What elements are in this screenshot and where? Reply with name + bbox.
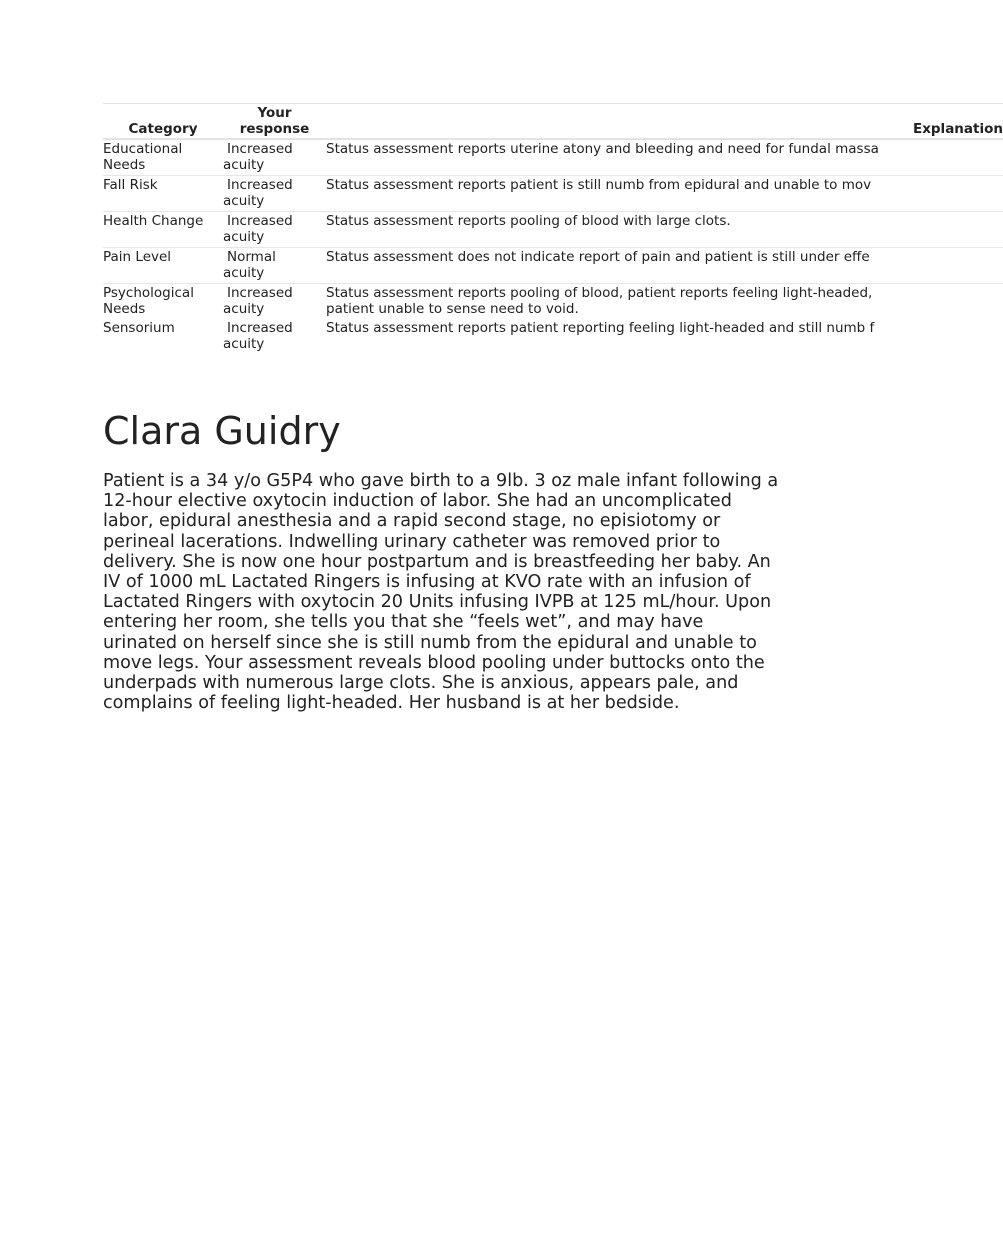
table-row bbox=[103, 248, 1003, 284]
response-value-suffix: acuity bbox=[223, 193, 265, 209]
response-cell bbox=[223, 176, 326, 212]
table-row bbox=[103, 212, 1003, 248]
acuity-table-body bbox=[103, 139, 1003, 354]
header-category: Category bbox=[128, 121, 198, 137]
response-value: Increased bbox=[227, 141, 293, 157]
category-cell: Educational Needs bbox=[103, 141, 183, 173]
table-row bbox=[103, 284, 1003, 320]
category-cell: Fall Risk bbox=[103, 177, 158, 193]
explanation-cell: Status assessment reports patient is still numb from epidural and unable to mov bbox=[326, 177, 872, 193]
response-cell bbox=[223, 139, 326, 176]
table-row bbox=[103, 319, 1003, 354]
response-value-suffix: acuity bbox=[223, 301, 265, 317]
response-cell bbox=[223, 212, 326, 248]
header-explanation: Explanation bbox=[912, 121, 1003, 137]
response-value: Increased bbox=[227, 285, 293, 301]
category-cell: Health Change bbox=[103, 213, 204, 229]
response-value-suffix: acuity bbox=[223, 157, 265, 173]
response-cell bbox=[223, 248, 326, 284]
header-response bbox=[223, 104, 326, 140]
explanation-cell: Status assessment reports pooling of blood with large clots. bbox=[326, 213, 731, 229]
header-response-line1: Your bbox=[257, 105, 292, 121]
explanation-cell: Status assessment reports uterine atony and bleeding and need for fundal massa bbox=[326, 141, 879, 157]
response-value: Normal bbox=[227, 249, 276, 265]
patient-name-heading: Clara Guidry bbox=[103, 409, 341, 453]
response-value-suffix: acuity bbox=[223, 336, 265, 352]
table-row bbox=[103, 176, 1003, 212]
explanation-cell: Status assessment reports patient reporting feeling light-headed and still numb f bbox=[326, 320, 875, 336]
response-value-suffix: acuity bbox=[223, 229, 265, 245]
acuity-table bbox=[103, 103, 1003, 354]
response-value: Increased bbox=[227, 213, 293, 229]
table-row bbox=[103, 139, 1003, 176]
category-cell: Psychological Needs bbox=[103, 285, 194, 317]
response-cell bbox=[223, 284, 326, 320]
acuity-table-header bbox=[103, 104, 1003, 140]
response-value: Increased bbox=[227, 320, 293, 336]
response-value-suffix: acuity bbox=[223, 265, 265, 281]
header-response-line2: response bbox=[239, 121, 310, 137]
header-row bbox=[103, 104, 1003, 140]
response-cell bbox=[223, 319, 326, 354]
explanation-cell: Status assessment reports pooling of blood, patient reports feeling light-headed, patient unable to sense need to void. bbox=[326, 285, 873, 317]
category-cell: Sensorium bbox=[103, 320, 175, 336]
response-value: Increased bbox=[227, 177, 293, 193]
category-cell: Pain Level bbox=[103, 249, 172, 265]
patient-narrative: Patient is a 34 y/o G5P4 who gave birth to a 9lb. 3 oz male infant following a 12-hour elective oxytocin induction of labor. She had an uncomplicated labor, epidural anesthesia and a rapid second stage, no episiotomy or perineal lacerations. Indwelling urinary catheter was removed prior to delivery. She is now one hour postpartum and is breastfeeding her baby. An IV of 1000 mL Lactated Ringers is infusing at KVO rate with an infusion of Lactated Ringers with oxytocin 20 Units infusing IVPB at 125 mL/hour. Upon entering her room, she tells you that she “feels wet”, and may have urinated on herself since she is still numb from the epidural and unable to move legs. Your assessment reveals blood pooling under buttocks onto the underpads with numerous large clots. She is anxious, appears pale, and complains of feeling light-headed. Her husband is at her bedside. bbox=[103, 471, 779, 714]
explanation-cell: Status assessment does not indicate report of pain and patient is still under effe bbox=[326, 249, 870, 265]
